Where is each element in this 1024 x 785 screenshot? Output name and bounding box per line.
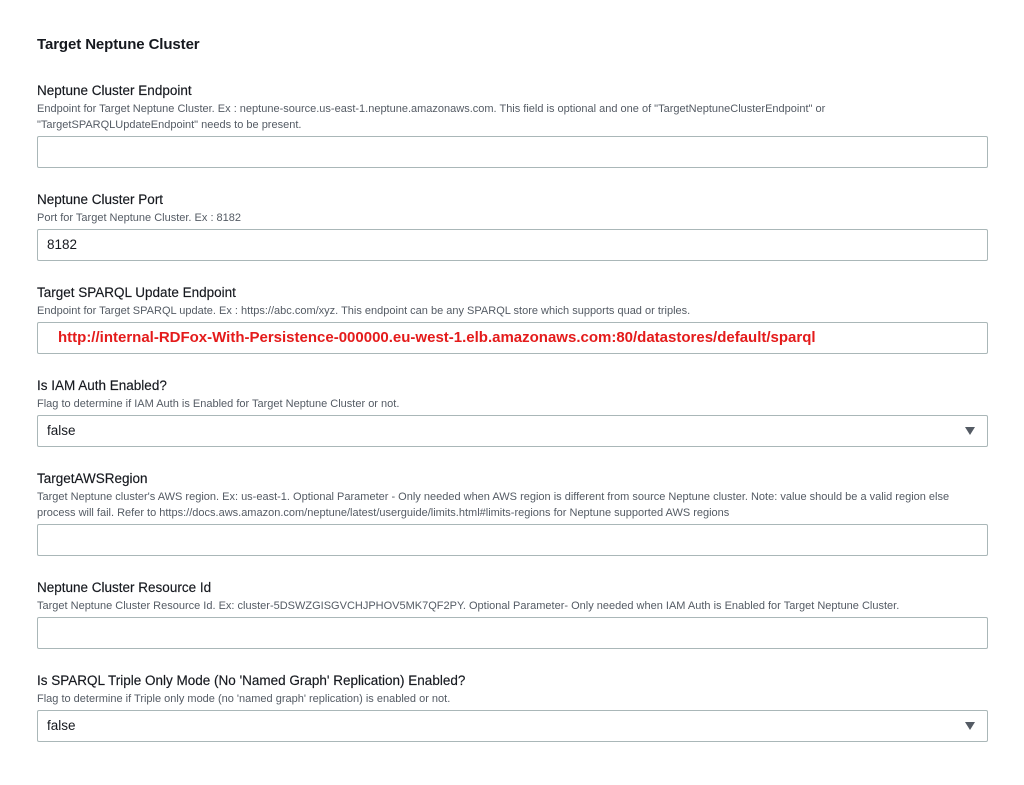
field-cluster-port — [37, 191, 988, 252]
field-sparql-update-endpoint — [37, 284, 988, 346]
sparql-update-endpoint-label: Target SPARQL Update Endpoint — [37, 285, 236, 300]
resource-id-input[interactable] — [37, 617, 988, 649]
caret-down-icon — [965, 722, 975, 730]
caret-down-icon — [965, 427, 975, 435]
cluster-endpoint-description: Endpoint for Target Neptune Cluster. Ex : neptune-source.us-east-1.neptune.amazonaws.com. This field is optional and one of "TargetNeptuneClusterEndpoint" or "TargetSPARQLUpdateEndpoint" needs to be present. — [37, 103, 826, 131]
cluster-port-value: 8182 — [47, 237, 78, 252]
cluster-endpoint-input[interactable] — [37, 136, 988, 168]
field-iam-auth — [37, 377, 988, 438]
iam-auth-description: Flag to determine if IAM Auth is Enabled for Target Neptune Cluster or not. — [37, 398, 400, 410]
triple-only-mode-select[interactable] — [37, 710, 988, 742]
aws-region-input[interactable] — [37, 524, 988, 556]
aws-region-label: TargetAWSRegion — [37, 471, 148, 486]
field-triple-only-mode — [37, 672, 988, 733]
resource-id-label: Neptune Cluster Resource Id — [37, 580, 212, 595]
field-cluster-endpoint — [37, 82, 988, 133]
iam-auth-label: Is IAM Auth Enabled? — [37, 378, 167, 393]
section-title: Target Neptune Cluster — [37, 36, 200, 53]
triple-only-mode-selected-value: false — [47, 718, 76, 733]
cluster-endpoint-label: Neptune Cluster Endpoint — [37, 83, 192, 98]
iam-auth-select[interactable] — [37, 415, 988, 447]
sparql-update-endpoint-value: http://internal-RDFox-With-Persistence-000000.eu-west-1.elb.amazonaws.com:80/datastores/default/sparql — [58, 329, 816, 346]
triple-only-mode-label: Is SPARQL Triple Only Mode (No 'Named Graph' Replication) Enabled? — [37, 673, 466, 688]
sparql-update-endpoint-description: Endpoint for Target SPARQL update. Ex : https://abc.com/xyz. This endpoint can be any SPARQL store which supports quad or triples. — [37, 305, 691, 317]
aws-region-description: Target Neptune cluster's AWS region. Ex: us-east-1. Optional Parameter - Only needed when AWS region is different from source Neptune cluster. Note: value should be a valid region else process will fail. Refer to https://docs.aws.amazon.com/neptune/latest/userguide/limits.html#limits-regions for Neptune supported AWS regions — [37, 491, 950, 519]
sparql-update-endpoint-input[interactable] — [37, 322, 988, 354]
cluster-port-label: Neptune Cluster Port — [37, 192, 164, 207]
cluster-port-description: Port for Target Neptune Cluster. Ex : 8182 — [37, 212, 242, 224]
iam-auth-selected-value: false — [47, 423, 76, 438]
field-aws-region — [37, 470, 988, 521]
triple-only-mode-description: Flag to determine if Triple only mode (no 'named graph' replication) is enabled or not. — [37, 693, 451, 705]
field-resource-id — [37, 579, 988, 614]
resource-id-description: Target Neptune Cluster Resource Id. Ex: cluster-5DSWZGISGVCHJPHOV5MK7QF2PY. Optional Parameter- Only needed when IAM Auth is Enabled for Target Neptune Cluster. — [37, 600, 900, 612]
cluster-port-input[interactable] — [37, 229, 988, 261]
